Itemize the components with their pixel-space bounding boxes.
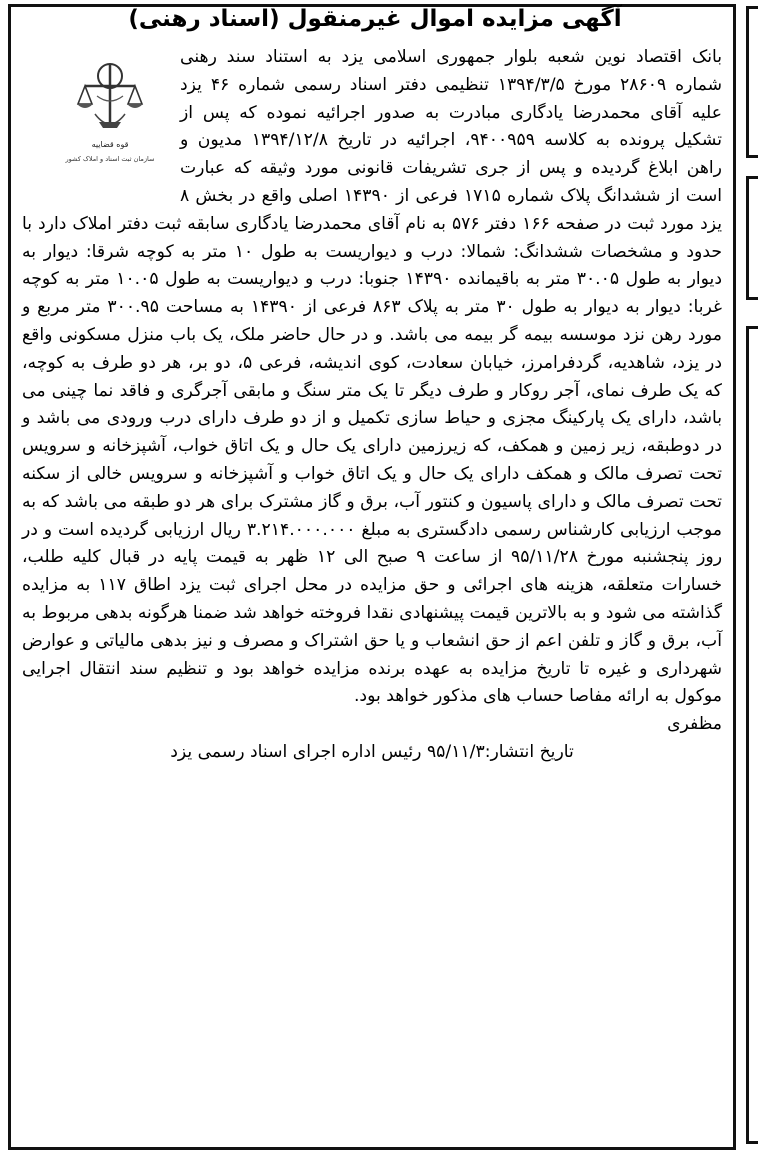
notice-body — [22, 44, 722, 767]
emblem-org-label: قوه قضاییه — [91, 140, 129, 149]
emblem-sub-label: سازمان ثبت اسناد و املاک کشور — [65, 155, 155, 163]
adjacent-ad-border-bottom — [746, 326, 758, 1144]
notice-paragraph: بانک اقتصاد نوین شعبه بلوار جمهوری اسلامی یزد به استناد سند رهنی شماره ۲۸۶۰۹ مورخ ۱۳۹۴/۳/۵ تنظیمی دفتر اسناد رسمی شماره ۴۶ یزد علیه آقای محمدرضا یادگاری مبادرت به صدور اجرائیه نموده که پس از تشکیل پرونده به کلاسه ۹۴۰۰۹۵۹، اجرائیه در تاریخ ۱۳۹۴/۱۲/۸ مدیون و راهن ابلاغ گردیده و پس از جری تشریفات قانونی مورد وثیقه که عبارت است از ششدانگ پلاک شماره ۱۷۱۵ فرعی از ۱۴۳۹۰ اصلی واقع در بخش ۸ یزد مورد ثبت در صفحه ۱۶۶ دفتر ۵۷۶ به نام آقای محمدرضا یادگاری سابقه ثبت دفتر املاک دارد با حدود و مشخصات ششدانگ: شمالا: درب و دیواریست به طول ۱۰ متر به کوچه شرقا: دیوار به دیوار به طول ۳۰.۰۵ متر به باقیمانده ۱۴۳۹۰ جنوبا: درب و دیواریست به طول ۱۰.۰۵ متر به کوچه غربا: دیوار به دیوار به طول ۳۰ متر به پلاک ۸۶۳ فرعی از ۱۴۳۹۰ به مساحت ۳۰۰.۹۵ متر مربع و مورد رهن نزد موسسه بیمه گر بیمه می باشد. و در حال حاضر ملک، یک باب منزل مسکونی واقع در یزد، شاهدیه، گردفرامرز، خیابان سعادت، کوی اندیشه، فرعی ۵، دو بر، هر دو طرف به کوچه، که یک طرف نمای، آجر روکار و طرف دیگر تا یک متر سنگ و مابقی آجرگری و فاقد نما چینی می باشد، دارای یک پارکینگ مجزی و حیاط سازی تکمیل و از دو طرف دارای درب ورودی می باشد و در دوطبقه، زیر زمین و همکف، که زیرزمین دارای یک حال و یک اتاق خواب، آشپزخانه و سرویس تحت تصرف مالک و همکف دارای یک حال و یک اتاق خواب و آشپزخانه و سرویس خالی از سکنه تحت تصرف مالک و دارای پاسیون و کنتور آب، برق و گاز مشترک برای هر دو طبقه می باشد که به موجب ارزیابی کارشناس رسمی دادگستری به مبلغ ۳.۲۱۴.۰۰۰.۰۰۰ ریال ارزیابی گردیده است و در روز پنجشنبه مورخ ۹۵/۱۱/۲۸ از ساعت ۹ صبح الی ۱۲ ظهر به قیمت پایه در قبال کلیه طلب، خسارات متعلقه، هزینه های اجرائی و حق مزایده در محل اجرای ثبت یزد اطاق ۱۱۷ به مزایده گذاشته می شود و به بالاترین قیمت پیشنهادی نقدا فروخته خواهد شد ضمنا هرگونه بدهی مربوط به آب، برق و گاز و تلفن اعم از حق انشعاب و یا حق اشتراک و مصرف و نیز بدهی مالیاتی و عوارض شهرداری و غیره تا تاریخ مزایده به عهده برنده مزایده خواهد بود و تنظیم سند انتقال اجرایی موکول به ارائه مفاصا حساب های مذکور خواهد بود. — [22, 47, 723, 707]
notice-title: آگهی مزایده اموال غیرمنقول (اسناد رهنی) — [128, 6, 622, 32]
signer-name: مظفری — [667, 714, 722, 735]
adjacent-ad-border-top — [746, 6, 758, 158]
emblem-space — [28, 44, 180, 184]
publication-footer: تاریخ انتشار:۹۵/۱۱/۳ رئیس اداره اجرای اسناد رسمی یزد — [170, 741, 574, 762]
adjacent-ad-border-middle — [746, 176, 758, 300]
